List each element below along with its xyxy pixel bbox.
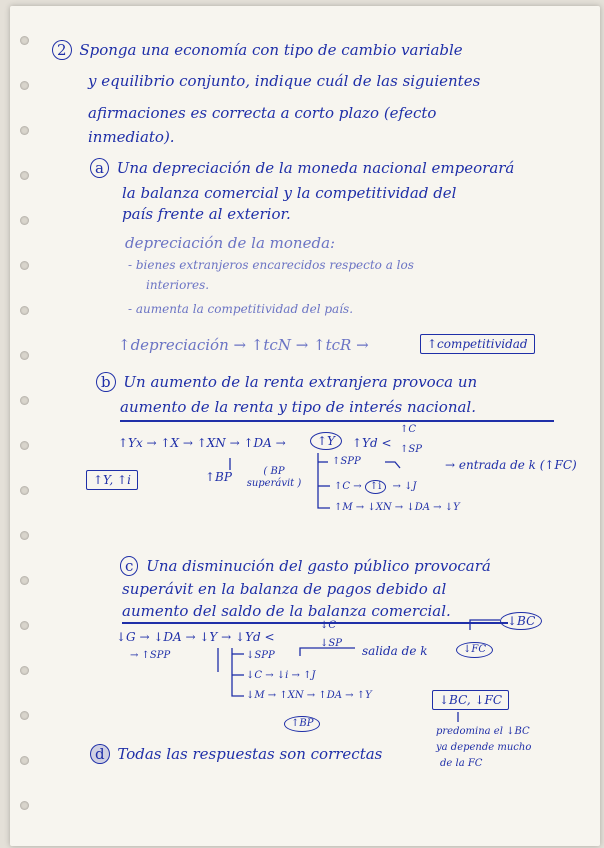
- option-b-chain: ↑Yx → ↑X → ↑XN → ↑DA →: [118, 436, 286, 450]
- option-c-row1: ↓SPP: [246, 650, 275, 661]
- option-a-note-1: depreciación de la moneda:: [125, 234, 336, 252]
- option-d-line: [90, 744, 382, 764]
- option-d-text: Todas las respuestas son correctas: [117, 745, 383, 763]
- question-line-1: [52, 40, 463, 60]
- option-a-line-2: la balanza comercial y la competitividad del: [122, 184, 457, 202]
- option-a-boxed-result: ↑competitividad: [420, 334, 535, 354]
- option-c-chain-down: ↓SP: [320, 638, 342, 649]
- option-c-row2: ↓C → ↓i → ↑J: [246, 670, 316, 681]
- option-c-bc-circle: ↓BC: [500, 612, 542, 630]
- option-a-note-4: - aumenta la competitividad del país.: [128, 302, 354, 316]
- option-c-row3: ↓M → ↑XN → ↑DA → ↑Y: [246, 690, 372, 701]
- option-c-note-1: predomina el ↓BC: [436, 726, 530, 737]
- option-b-bp-paren-text: BP superávit: [246, 466, 295, 489]
- option-b-tc-end: → ↓J: [392, 481, 417, 492]
- option-a-line-3: país frente al exterior.: [122, 205, 291, 223]
- option-c-text: Una disminución del gasto público provocará: [146, 557, 491, 575]
- option-b-bp-paren: ( BP superávit ): [246, 466, 302, 489]
- option-c-boxed-result: ↓BC, ↓FC: [432, 690, 509, 710]
- option-b-entrada-text: entrada de k (↑FC): [458, 458, 577, 472]
- option-a-text: Una depreciación de la moneda nacional empeorará: [116, 159, 515, 177]
- option-c-fc-circle: ↓FC: [456, 642, 493, 658]
- option-a-note-2: - bienes extranjeros encarecidos respecto a los: [128, 258, 414, 272]
- question-line-3: afirmaciones es correcta a corto plazo (efecto: [88, 104, 437, 122]
- option-b-m-row: ↑M → ↓XN → ↓DA → ↓Y: [334, 502, 460, 513]
- option-b-line-1: [96, 372, 477, 392]
- option-b-spp: ↑SPP: [332, 456, 361, 467]
- option-c-note-3: de la FC: [440, 758, 483, 769]
- option-d-letter-selected: d: [90, 744, 110, 764]
- option-b-boxed-result: ↑Y, ↑i: [86, 470, 138, 490]
- option-c-line-1: [120, 556, 491, 576]
- option-c-note-2: ya depende mucho: [436, 742, 532, 753]
- option-a-note-3: interiores.: [146, 278, 210, 292]
- option-b-entrada: → entrada de k (↑FC): [445, 458, 577, 472]
- question-line-2: y equilibrio conjunto, indique cuál de las siguientes: [88, 72, 481, 90]
- option-b-letter: b: [96, 372, 116, 392]
- option-c-chain-up: ↓C: [320, 620, 337, 631]
- option-b-yd-up: ↑C: [400, 424, 417, 435]
- option-b-underline: [120, 420, 554, 422]
- option-b-y-circle: ↑Y: [310, 432, 342, 450]
- option-a-letter: a: [90, 158, 109, 178]
- option-b-line-2: aumento de la renta y tipo de interés nacional.: [120, 398, 476, 416]
- option-c-line-3: aumento del saldo de la balanza comercial.: [122, 602, 451, 620]
- option-c-salida: salida de k: [362, 644, 428, 658]
- option-b-text: Un aumento de la renta extranjera provoca un: [123, 373, 478, 391]
- option-b-bp: ↑BP: [205, 470, 232, 484]
- option-b-tc-start: ↑C →: [334, 481, 362, 492]
- option-c-chain: ↓G → ↓DA → ↓Y → ↓Yd <: [116, 630, 275, 644]
- option-b-i-circle: ↑i: [365, 480, 387, 494]
- option-b-yd: ↑Yd <: [352, 436, 392, 450]
- option-b-yd-down: ↑SP: [400, 444, 422, 455]
- option-b-tc-row: [334, 480, 417, 494]
- option-c-tspp: → ↑SPP: [130, 650, 171, 661]
- option-c-line-2: superávit en la balanza de pagos debido al: [122, 580, 447, 598]
- option-c-bp-oval: ↑BP: [284, 716, 320, 732]
- option-c-letter: c: [120, 556, 138, 576]
- option-a-line-1: [90, 158, 514, 178]
- question-line-4: inmediato).: [88, 128, 175, 146]
- question-text: Sponga una economía con tipo de cambio variable: [79, 41, 463, 59]
- option-c-underline: [122, 622, 508, 624]
- option-a-formula: ↑depreciación → ↑tcN → ↑tcR →: [118, 336, 369, 354]
- question-number: 2: [52, 40, 72, 60]
